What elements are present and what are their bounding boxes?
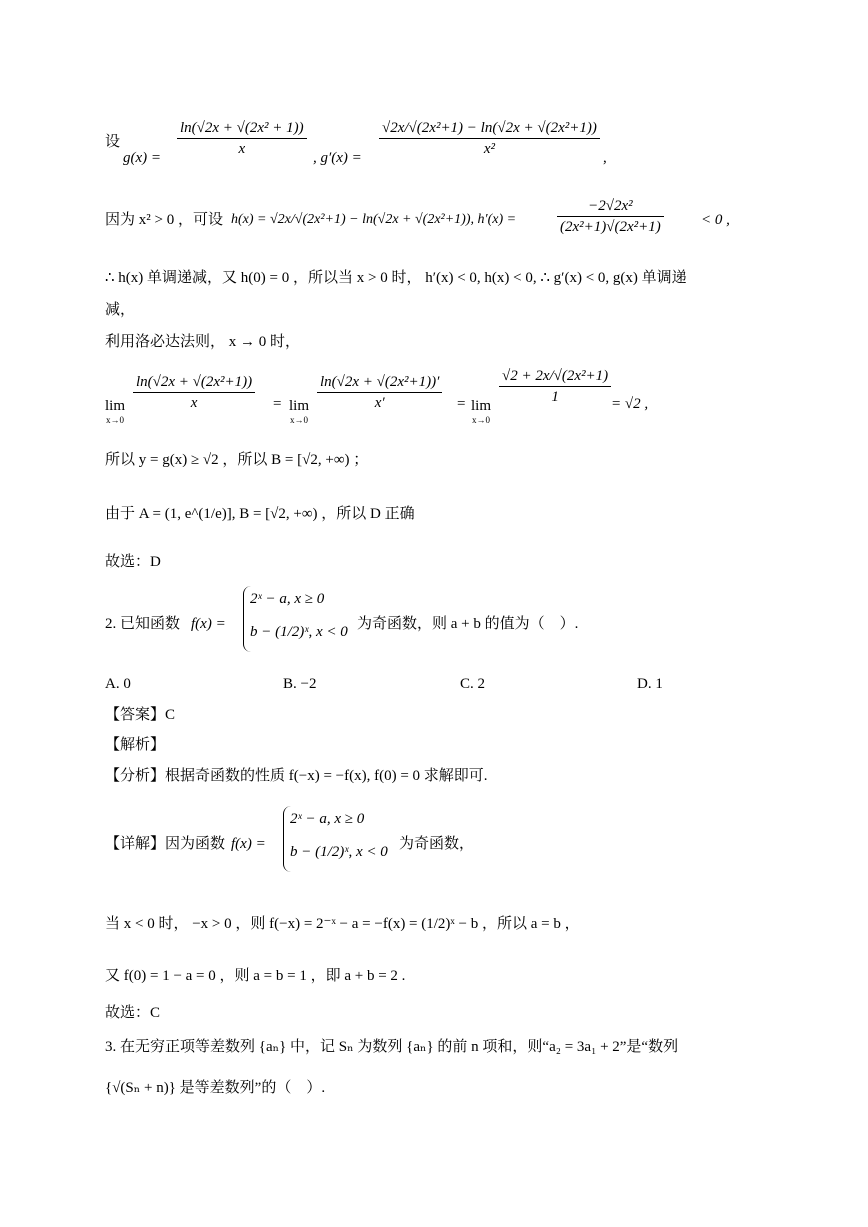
limit-fraction-3: [499, 366, 611, 407]
lhopital-line: 利用洛必达法则， x → 0 时，: [105, 334, 301, 350]
answer-line: 【答案】C: [105, 707, 176, 723]
lim-2: [289, 396, 309, 425]
detail-tail: 为奇函数，: [399, 836, 475, 852]
equals-2: =: [457, 396, 466, 412]
limit1-denominator: x: [190, 395, 198, 411]
equals-1: =: [273, 396, 282, 412]
limit-fraction-1: [133, 372, 255, 413]
lim-3: [471, 396, 491, 425]
g-numerator: ln(√2x + √(2x² + 1)): [177, 118, 307, 139]
piecewise-function: [243, 586, 348, 652]
lim-label: lim: [471, 398, 492, 414]
step-1: 当 x < 0 时， −x > 0 ，则 f(−x) = 2⁻ˣ − a = −f(x) = (1/2)ˣ − b ，所以 a = b ，: [105, 916, 580, 932]
limit3-denominator: 1: [551, 389, 559, 405]
g-denominator: x: [238, 141, 246, 157]
limit-line: [105, 362, 808, 432]
g-fraction: [177, 118, 307, 159]
limit-fraction-2: [317, 372, 442, 413]
options-row: [105, 676, 805, 696]
lim-1: [105, 396, 125, 425]
range-b-line: 所以 y = g(x) ≥ √2 ，所以 B = [√2, +∞) ；: [105, 452, 369, 468]
option-d[interactable]: D. 1: [637, 676, 663, 692]
choice-line: 故选：D: [105, 554, 161, 570]
monotonic-line-cont: 减，: [105, 302, 136, 318]
limit2-denominator: x′: [374, 395, 385, 411]
detail-prefix: 【详解】因为函数: [105, 836, 226, 852]
lim-sub: x→0: [290, 415, 308, 425]
g-definition-line: [105, 118, 808, 178]
option-a[interactable]: A. 0: [105, 676, 131, 692]
question-2-stem: 2. 已知函数: [105, 616, 181, 632]
gprime-numerator: √2x/√(2x²+1) − ln(√2x + √(2x²+1)): [379, 118, 600, 139]
lim-sub: x→0: [106, 415, 124, 425]
choice-line-2: 故选：C: [105, 1005, 161, 1021]
question-2: [105, 586, 808, 660]
detail-case-2: b − (1/2)ˣ, x < 0: [290, 844, 388, 860]
case-2: b − (1/2)ˣ, x < 0: [250, 624, 348, 640]
h-definition-line: [105, 196, 808, 246]
step-2: 又 f(0) = 1 − a = 0 ，则 a = b = 1 ，即 a + b = 2 .: [105, 968, 406, 984]
analysis-heading: 【解析】: [105, 737, 166, 753]
detail-fx-label: f(x) =: [231, 836, 266, 852]
gprime-denominator: x²: [483, 141, 495, 157]
g-label: g(x) =: [123, 150, 162, 166]
limit1-numerator: ln(√2x + √(2x²+1)): [133, 372, 255, 393]
option-b[interactable]: B. −2: [283, 676, 317, 692]
h-prefix: 因为 x² > 0 ，可设: [105, 212, 223, 228]
limit2-numerator: ln(√2x + √(2x²+1))′: [317, 372, 442, 393]
detail-piecewise-function: [283, 806, 388, 872]
question-3-line-2: {√(Sₙ + n)} 是等差数列”的（ ）.: [105, 1080, 326, 1096]
hprime-end: < 0 ,: [701, 212, 730, 228]
line-end: ,: [603, 150, 607, 166]
conclusion-line: 由于 A = (1, e^(1/e)], B = [√2, +∞) ，所以 D 正确: [105, 506, 415, 522]
option-c[interactable]: C. 2: [460, 676, 486, 692]
lim-label: lim: [105, 398, 126, 414]
case-1: 2ˣ − a, x ≥ 0: [250, 591, 325, 607]
h-expression: h(x) = √2x/√(2x²+1) − ln(√2x + √(2x²+1)), h′(x) =: [231, 212, 517, 227]
question-3-line-1: 3. 在无穷正项等差数列 {aₙ} 中，记 Sₙ 为数列 {aₙ} 的前 n 项和，则“a₂ = 3a₁ + 2”是“数列: [105, 1039, 679, 1055]
question-2-tail: 为奇函数，则 a + b 的值为（ ）.: [357, 616, 579, 632]
detail-block: [105, 806, 808, 880]
detail-case-1: 2ˣ − a, x ≥ 0: [290, 811, 365, 827]
prefix-text: 设: [105, 134, 121, 150]
monotonic-line: ∴ h(x) 单调递减，又 h(0) = 0 ，所以当 x > 0 时， h′(x) < 0, h(x) < 0, ∴ g′(x) < 0, g(x) 单调递: [105, 270, 687, 286]
lim-sub: x→0: [472, 415, 490, 425]
q2-fx-label: f(x) =: [191, 616, 226, 632]
gprime-label: , g′(x) =: [313, 150, 362, 166]
limit-result: = √2 ,: [611, 396, 649, 412]
gprime-fraction: [379, 118, 600, 159]
analysis-line: 【分析】根据奇函数的性质 f(−x) = −f(x), f(0) = 0 求解即可.: [105, 768, 488, 784]
hprime-numerator: −2√2x²: [557, 196, 664, 217]
limit3-numerator: √2 + 2x/√(2x²+1): [499, 366, 611, 387]
hprime-fraction: [557, 196, 664, 237]
hprime-denominator: (2x²+1)√(2x²+1): [560, 219, 661, 235]
lim-label: lim: [289, 398, 310, 414]
